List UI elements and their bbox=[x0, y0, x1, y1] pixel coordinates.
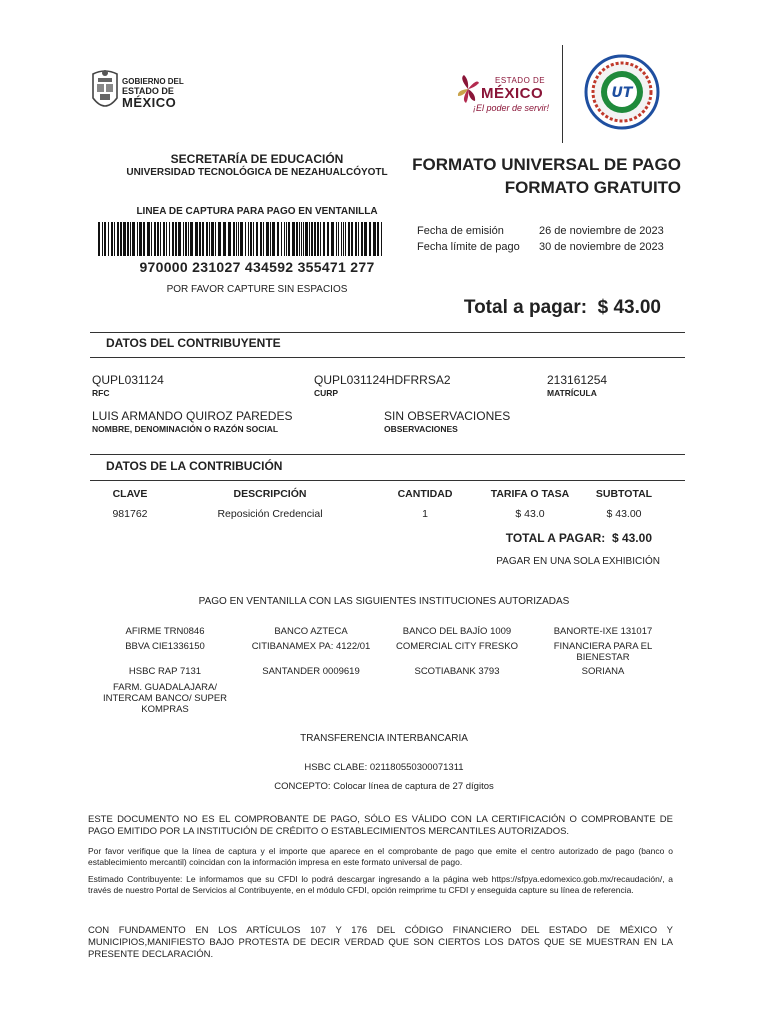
due-date-row bbox=[417, 239, 664, 255]
col-header-cantidad: CANTIDAD bbox=[397, 488, 453, 500]
secretaria-title: SECRETARÍA DE EDUCACIÓN bbox=[170, 152, 344, 166]
capture-note: POR FAVOR CAPTURE SIN ESPACIOS bbox=[166, 284, 348, 295]
due-date-label: Fecha límite de pago bbox=[417, 241, 520, 253]
format-title-line-1: FORMATO UNIVERSAL DE PAGO bbox=[412, 155, 681, 174]
svg-text:UT: UT bbox=[611, 85, 633, 101]
edomex-brand-logo bbox=[455, 72, 555, 116]
observaciones-label: OBSERVACIONES bbox=[384, 424, 458, 434]
issue-date-label: Fecha de emisión bbox=[417, 225, 504, 237]
contribution-section-title: DATOS DE LA CONTRIBUCIÓN bbox=[106, 459, 283, 473]
col-header-descripcion: DESCRIPCIÓN bbox=[233, 488, 307, 500]
capture-line-number: 970000 231027 434592 355471 277 bbox=[139, 259, 375, 275]
legal-paragraph-3: Estimado Contribuyente: Le informamos que su CFDI lo podrá descargar ingresando a la página web https://sfpya.edomexico.gob.mx/recaudación/, a través de nuestro Portal de Servicios al Contribuyente, en el módulo CFDI, opción reimprime tu CFDI y enseguida capture su línea de referencia. bbox=[88, 874, 673, 895]
contribution-table bbox=[90, 486, 668, 522]
taxpayer-section-title: DATOS DEL CONTRIBUYENTE bbox=[106, 336, 281, 350]
bank-item: BANCO DEL BAJÍO 1009 bbox=[402, 626, 512, 637]
gob-line-2: ESTADO DE bbox=[122, 86, 174, 96]
edomex-small-text: ESTADO DE bbox=[495, 76, 546, 85]
institutions-title: PAGO EN VENTANILLA CON LAS SIGUIENTES INSTITUCIONES AUTORIZADAS bbox=[198, 596, 570, 607]
issue-date-row bbox=[417, 223, 664, 239]
row-clave: 981762 bbox=[112, 508, 148, 520]
edomex-big-text: MÉXICO bbox=[481, 85, 544, 102]
estado-de-mexico-shield-icon bbox=[90, 68, 120, 114]
bank-item: SCOTIABANK 3793 bbox=[414, 666, 500, 677]
bank-item: FARM. GUADALAJARA/ INTERCAM BANCO/ SUPER KOMPRAS bbox=[102, 682, 228, 715]
table-row bbox=[90, 506, 668, 522]
edomex-flower-icon bbox=[455, 74, 481, 104]
matricula-value: 213161254 bbox=[547, 373, 608, 387]
col-header-tarifa: TARIFA O TASA bbox=[490, 488, 570, 500]
bank-item: BANORTE-IXE 131017 bbox=[553, 626, 653, 637]
format-title-line-2: FORMATO GRATUITO bbox=[504, 178, 681, 197]
nombre-label: NOMBRE, DENOMINACIÓN O RAZÓN SOCIAL bbox=[92, 424, 279, 434]
section-rule-bottom bbox=[90, 357, 685, 358]
edomex-slogan: ¡El poder de servir! bbox=[473, 103, 550, 113]
row-tarifa: $ 43.0 bbox=[515, 508, 545, 520]
transfer-concepto: CONCEPTO: Colocar línea de captura de 27 dígitos bbox=[274, 781, 494, 792]
section-rule-bottom-2 bbox=[90, 480, 685, 481]
row-subtotal: $ 43.00 bbox=[606, 508, 642, 520]
barcode-icon bbox=[98, 222, 382, 256]
transfer-clabe: HSBC CLABE: 021180550300071311 bbox=[304, 762, 464, 773]
gob-line-1: GOBIERNO DEL bbox=[122, 77, 184, 86]
bank-item: COMERCIAL CITY FRESKO bbox=[396, 641, 518, 652]
bank-item: AFIRME TRN0846 bbox=[125, 626, 205, 637]
rfc-value: QUPL031124 bbox=[92, 373, 164, 387]
bank-item: SORIANA bbox=[581, 666, 625, 677]
department-heading bbox=[90, 152, 424, 180]
universidad-title: UNIVERSIDAD TECNOLÓGICA DE NEZAHUALCÓYOTL bbox=[126, 167, 388, 178]
due-date-value: 30 de noviembre de 2023 bbox=[539, 241, 664, 253]
row-cantidad: 1 bbox=[422, 508, 428, 520]
col-header-clave: CLAVE bbox=[112, 488, 148, 500]
section-rule-top bbox=[90, 332, 685, 333]
bank-item: SANTANDER 0009619 bbox=[262, 666, 360, 677]
row-descripcion: Reposición Credencial bbox=[217, 508, 323, 520]
capture-line-title: LINEA DE CAPTURA PARA PAGO EN VENTANILLA bbox=[136, 206, 378, 217]
header-divider bbox=[562, 45, 563, 143]
bank-item: FINANCIERA PARA EL BIENESTAR bbox=[553, 641, 653, 663]
table-header-row bbox=[90, 486, 668, 506]
total-to-pay: Total a pagar: $ 43.00 bbox=[463, 297, 661, 318]
ut-nezahualcoyotl-seal-icon bbox=[584, 52, 660, 132]
bank-item: CITIBANAMEX PA: 4122/01 bbox=[251, 641, 371, 652]
section-rule-top-2 bbox=[90, 454, 685, 455]
rfc-label: RFC bbox=[92, 388, 110, 398]
col-header-subtotal: SUBTOTAL bbox=[595, 488, 653, 500]
observaciones-value: SIN OBSERVACIONES bbox=[384, 409, 511, 423]
contribution-total: TOTAL A PAGAR: $ 43.00 bbox=[505, 531, 652, 545]
nombre-value: LUIS ARMANDO QUIROZ PAREDES bbox=[92, 409, 293, 423]
gob-line-3: MÉXICO bbox=[122, 95, 177, 110]
gobierno-estado-mexico-wordmark bbox=[122, 77, 184, 110]
legal-paragraph-2: Por favor verifique que la línea de captura y el importe que aparece en el comprobante de pago que emite el centro autorizado de pago (banco o establecimiento mercantil) coincidan con la información impresa en este formato universal de pago. bbox=[88, 846, 673, 867]
issue-date-value: 26 de noviembre de 2023 bbox=[539, 225, 664, 237]
bank-item: HSBC RAP 7131 bbox=[128, 666, 202, 677]
curp-value: QUPL031124HDFRRSA2 bbox=[314, 373, 451, 387]
legal-paragraph-1: ESTE DOCUMENTO NO ES EL COMPROBANTE DE PAGO, SÓLO ES VÁLIDO CON LA CERTIFICACIÓN O COMPROBANTE DE PAGO EMITIDO POR LA INSTITUCIÓN DE CRÉDITO O ESTABLECIMIENTOS MERCANTILES AUTORIZADOS. bbox=[88, 814, 673, 837]
curp-label: CURP bbox=[314, 388, 339, 398]
transfer-title: TRANSFERENCIA INTERBANCARIA bbox=[300, 733, 468, 744]
matricula-label: MATRÍCULA bbox=[547, 388, 597, 398]
legal-paragraph-4: CON FUNDAMENTO EN LOS ARTÍCULOS 107 Y 176 DEL CÓDIGO FINANCIERO DEL ESTADO DE MÉXICO Y MUNICIPIOS,MANIFIESTO BAJO PROTESTA DE DECIR VERDAD QUE SON CIERTOS LOS DATOS QUE SE MUESTRAN EN LA PRESENTE DECLARACIÓN. bbox=[88, 925, 673, 960]
single-payment-note: PAGAR EN UNA SOLA EXHIBICIÓN bbox=[496, 556, 660, 567]
bank-item: BBVA CIE1336150 bbox=[125, 641, 205, 652]
format-title bbox=[380, 153, 681, 199]
dates-block bbox=[417, 223, 664, 255]
bank-item: BANCO AZTECA bbox=[274, 626, 348, 637]
